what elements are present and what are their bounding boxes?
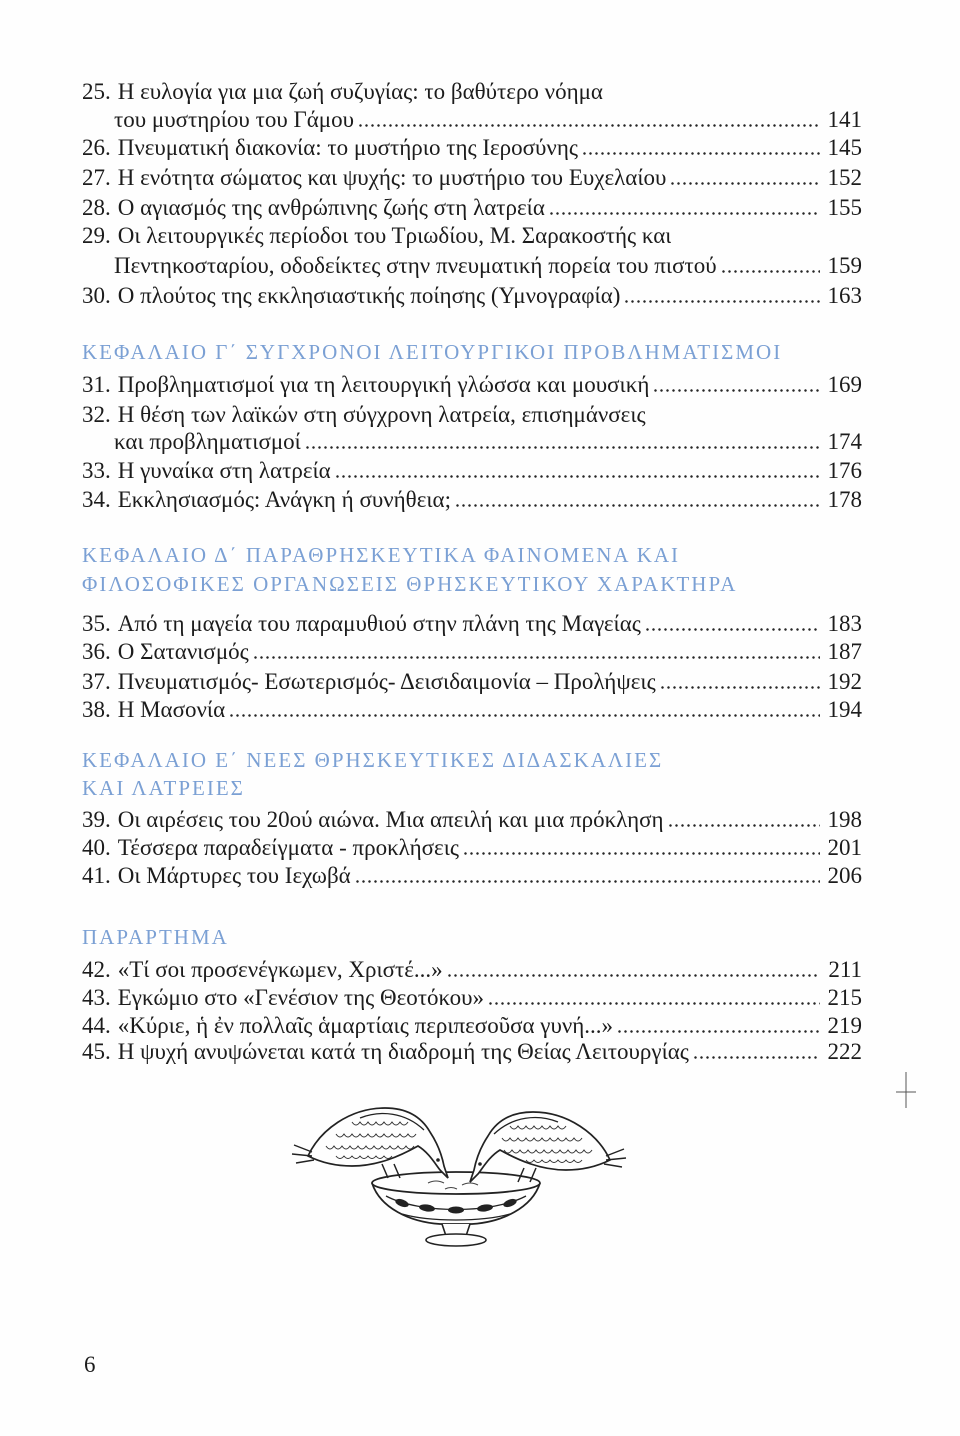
entry-page-number: 194 — [827, 697, 862, 722]
toc-entry — [82, 1012, 862, 1040]
entry-number: 27. — [82, 165, 111, 190]
entry-number: 29. — [82, 223, 111, 248]
dot-leader — [646, 628, 820, 631]
entry-title: Οι αιρέσεις του 20ού αιώνα. Μια απειλή και μια πρόκληση — [117, 807, 664, 832]
dot-leader — [254, 656, 820, 659]
entry-number: 25. — [82, 79, 111, 104]
dot-leader — [489, 1002, 819, 1005]
chapter-heading-continued: ΚΑΙ ΛΑΤΡΕΙΕΣ — [82, 776, 245, 800]
entry-number: 39. — [82, 807, 111, 832]
toc-entry — [82, 806, 862, 834]
dot-leader — [671, 182, 819, 185]
toc-entry — [82, 78, 862, 106]
entry-number: 35. — [82, 611, 111, 636]
entry-page-number: 215 — [827, 985, 862, 1010]
entry-title: Πνευματική διακονία: το μυστήριο της Ιεροσύνης — [117, 135, 578, 160]
entry-number: 33. — [82, 458, 111, 483]
entry-number: 40. — [82, 835, 111, 860]
toc-entry-continued — [114, 106, 862, 134]
dot-leader — [448, 974, 821, 977]
entry-number: 37. — [82, 669, 111, 694]
dot-leader — [456, 504, 820, 507]
entry-title: Εγκώμιο στο «Γενέσιον της Θεοτόκου» — [117, 985, 485, 1010]
dot-leader — [230, 714, 819, 717]
entry-number: 28. — [82, 195, 111, 220]
entry-title: Η ψυχή ανυψώνεται κατά τη διαδρομή της Θείας Λειτουργίας — [117, 1039, 689, 1064]
dot-leader — [336, 475, 820, 478]
page-number: 6 — [84, 1352, 96, 1377]
entry-number: 43. — [82, 985, 111, 1010]
toc-entry — [82, 486, 862, 514]
entry-title: Εκκλησιασμός: Ανάγκη ή συνήθεια; — [117, 487, 451, 512]
dot-leader — [722, 270, 820, 273]
entry-page-number: 198 — [827, 807, 862, 832]
toc-entry — [82, 371, 862, 399]
entry-number: 41. — [82, 863, 111, 888]
entry-page-number: 178 — [827, 487, 862, 512]
chapter-heading: ΚΕΦΑΛΑΙΟ Γ΄ ΣΥΓΧΡΟΝΟΙ ΛΕΙΤΟΥΡΓΙΚΟΙ ΠΡΟΒΛΗΜΑΤΙΣΜΟΙ — [82, 340, 783, 364]
entry-page-number: 176 — [827, 458, 862, 483]
toc-entry — [82, 862, 862, 890]
entry-title: Πνευματισμός- Εσωτερισμός- Δεισιδαιμονία – Προλήψεις — [117, 669, 656, 694]
right-bird-icon — [470, 1112, 626, 1182]
entry-page-number: 159 — [827, 253, 862, 278]
entry-title: «Κύριε, ἡ ἐν πολλαῖς ἁμαρτίαις περιπεσοῦσα γυνή...» — [117, 1013, 614, 1038]
toc-entry — [82, 956, 862, 984]
chapter-heading: ΚΕΦΑΛΑΙΟ Δ΄ ΠΑΡΑΘΡΗΣΚΕΥΤΙΚΑ ΦΑΙΝΟΜΕΝΑ ΚΑΙ — [82, 543, 681, 567]
entry-title-continued: Πεντηκοσταρίου, οδοδείκτες στην πνευματική πορεία του πιστού — [114, 253, 717, 278]
entry-title: Οι λειτουργικές περίοδοι του Τριωδίου, Μ. Σαρακοστής και — [117, 223, 672, 248]
entry-page-number: 152 — [827, 165, 862, 190]
toc-entry — [82, 610, 862, 638]
entry-page-number: 187 — [827, 639, 862, 664]
dot-leader — [669, 824, 820, 827]
entry-number: 32. — [82, 402, 111, 427]
entry-title: Ο αγιασμός της ανθρώπινης ζωής στη λατρεία — [117, 195, 545, 220]
toc-entry — [82, 696, 862, 724]
birds-bowl-ornament-icon — [290, 1090, 630, 1255]
chapter-heading: ΚΕΦΑΛΑΙΟ Ε΄ ΝΕΕΣ ΘΡΗΣΚΕΥΤΙΚΕΣ ΔΙΔΑΣΚΑΛΙΕΣ — [82, 748, 664, 772]
dot-leader — [661, 686, 820, 689]
entry-title: Προβληματισμοί για τη λειτουργική γλώσσα και μουσική — [117, 372, 650, 397]
entry-number: 45. — [82, 1039, 111, 1064]
entry-page-number: 169 — [827, 372, 862, 397]
entry-title-continued: του μυστηρίου του Γάμου — [114, 107, 355, 132]
entry-page-number: 201 — [827, 835, 862, 860]
dot-leader — [583, 152, 820, 155]
bowl-icon — [372, 1172, 540, 1246]
entry-title: Ο Σατανισμός — [117, 639, 249, 664]
toc-entry — [82, 457, 862, 485]
left-bird-icon — [292, 1108, 448, 1178]
entry-page-number: 206 — [827, 863, 862, 888]
entry-number: 36. — [82, 639, 111, 664]
entry-title: Η γυναίκα στη λατρεία — [117, 458, 331, 483]
toc-entry — [82, 164, 862, 192]
toc-entry — [82, 834, 862, 862]
entry-page-number: 219 — [827, 1013, 862, 1038]
entry-number: 44. — [82, 1013, 111, 1038]
entry-title: Η Μασονία — [117, 697, 226, 722]
chapter-heading-continued: ΦΙΛΟΣΟΦΙΚΕΣ ΟΡΓΑΝΩΣΕΙΣ ΘΡΗΣΚΕΥΤΙΚΟΥ ΧΑΡΑΚΤΗΡΑ — [82, 572, 738, 596]
entry-page-number: 141 — [827, 107, 862, 132]
toc-entry — [82, 282, 862, 310]
appendix-heading: ΠΑΡΑΡΤΗΜΑ — [82, 925, 229, 949]
entry-page-number: 155 — [827, 195, 862, 220]
entry-page-number: 222 — [827, 1039, 862, 1064]
dot-leader — [464, 852, 820, 855]
toc-entry — [82, 222, 862, 250]
entry-page-number: 145 — [827, 135, 862, 160]
toc-entry — [82, 638, 862, 666]
entry-number: 30. — [82, 283, 111, 308]
entry-title: Οι Μάρτυρες του Ιεχωβά — [117, 863, 351, 888]
entry-number: 38. — [82, 697, 111, 722]
entry-title: Η ενότητα σώματος και ψυχής: το μυστήριο του Ευχελαίου — [117, 165, 667, 190]
dot-leader — [618, 1030, 819, 1033]
entry-number: 34. — [82, 487, 111, 512]
entry-page-number: 211 — [828, 957, 862, 982]
dot-leader — [356, 880, 820, 883]
entry-title: Ο πλούτος της εκκλησιαστικής ποίησης (Υμνογραφία) — [117, 283, 621, 308]
entry-title-continued: και προβληματισμοί — [114, 429, 301, 454]
entry-title: Η θέση των λαϊκών στη σύγχρονη λατρεία, επισημάνσεις — [117, 402, 646, 427]
entry-page-number: 163 — [827, 283, 862, 308]
dot-leader — [306, 446, 820, 449]
toc-entry — [82, 194, 862, 222]
dot-leader — [625, 300, 819, 303]
entry-page-number: 192 — [827, 669, 862, 694]
toc-entry — [82, 668, 862, 696]
dot-leader — [550, 212, 820, 215]
entry-title: Τέσσερα παραδείγματα - προκλήσεις — [117, 835, 459, 860]
entry-number: 42. — [82, 957, 111, 982]
toc-entry — [82, 984, 862, 1012]
entry-number: 26. — [82, 135, 111, 160]
toc-entry — [82, 134, 862, 162]
dot-leader — [654, 389, 819, 392]
entry-title: «Τί σοι προσενέγκωμεν, Χριστέ...» — [117, 957, 443, 982]
dot-leader — [694, 1056, 820, 1059]
entry-page-number: 174 — [827, 429, 862, 454]
entry-page-number: 183 — [827, 611, 862, 636]
dot-leader — [359, 124, 819, 127]
toc-entry-continued — [114, 252, 862, 280]
entry-title: Η ευλογία για μια ζωή συζυγίας: το βαθύτερο νόημα — [117, 79, 603, 104]
entry-title: Από τη μαγεία του παραμυθιού στην πλάνη της Μαγείας — [117, 611, 641, 636]
crop-mark-icon — [894, 1072, 918, 1108]
entry-number: 31. — [82, 372, 111, 397]
toc-entry-continued — [114, 428, 862, 456]
toc-entry — [82, 401, 862, 429]
toc-entry — [82, 1038, 862, 1066]
